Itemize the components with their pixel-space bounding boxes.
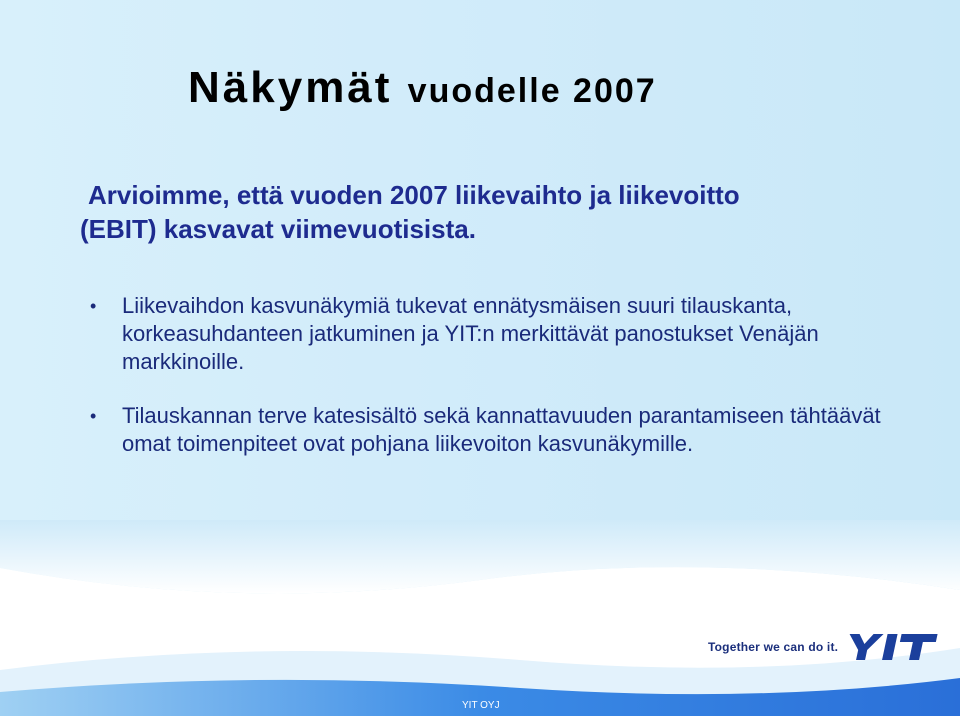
bullet-dot-icon: • (90, 296, 97, 316)
bullet-list (86, 292, 906, 458)
lead-line-1: Arvioimme, että vuoden 2007 liikevaihto ja liikevoitto (88, 180, 740, 210)
slide-title (188, 62, 657, 117)
bullet-text: Tilauskannan terve katesisältö sekä kannattavuuden parantamiseen tähtäävät omat toimenpiteet ovat pohjana liikevoiton kasvunäkymille. (122, 403, 881, 456)
yit-logo (842, 632, 938, 662)
title-main: Näkymät (188, 63, 393, 112)
title-rest: vuodelle 2007 (407, 72, 657, 110)
lead-line-2: (EBIT) kasvavat viimevuotisista. (80, 214, 476, 244)
brand-tagline: Together we can do it. (708, 640, 839, 654)
wave-decoration (0, 520, 960, 716)
footer-company: YIT OYJ (462, 700, 500, 711)
bullet-text: Liikevaihdon kasvunäkymiä tukevat ennätysmäisen suuri tilauskanta, korkeasuhdanteen jatkuminen ja YIT:n merkittävät panostukset Venäjän markkinoille. (122, 293, 819, 374)
bullet-item (86, 292, 906, 376)
lead-statement (80, 178, 900, 246)
bullet-dot-icon: • (90, 406, 97, 426)
bullet-item (86, 402, 906, 458)
